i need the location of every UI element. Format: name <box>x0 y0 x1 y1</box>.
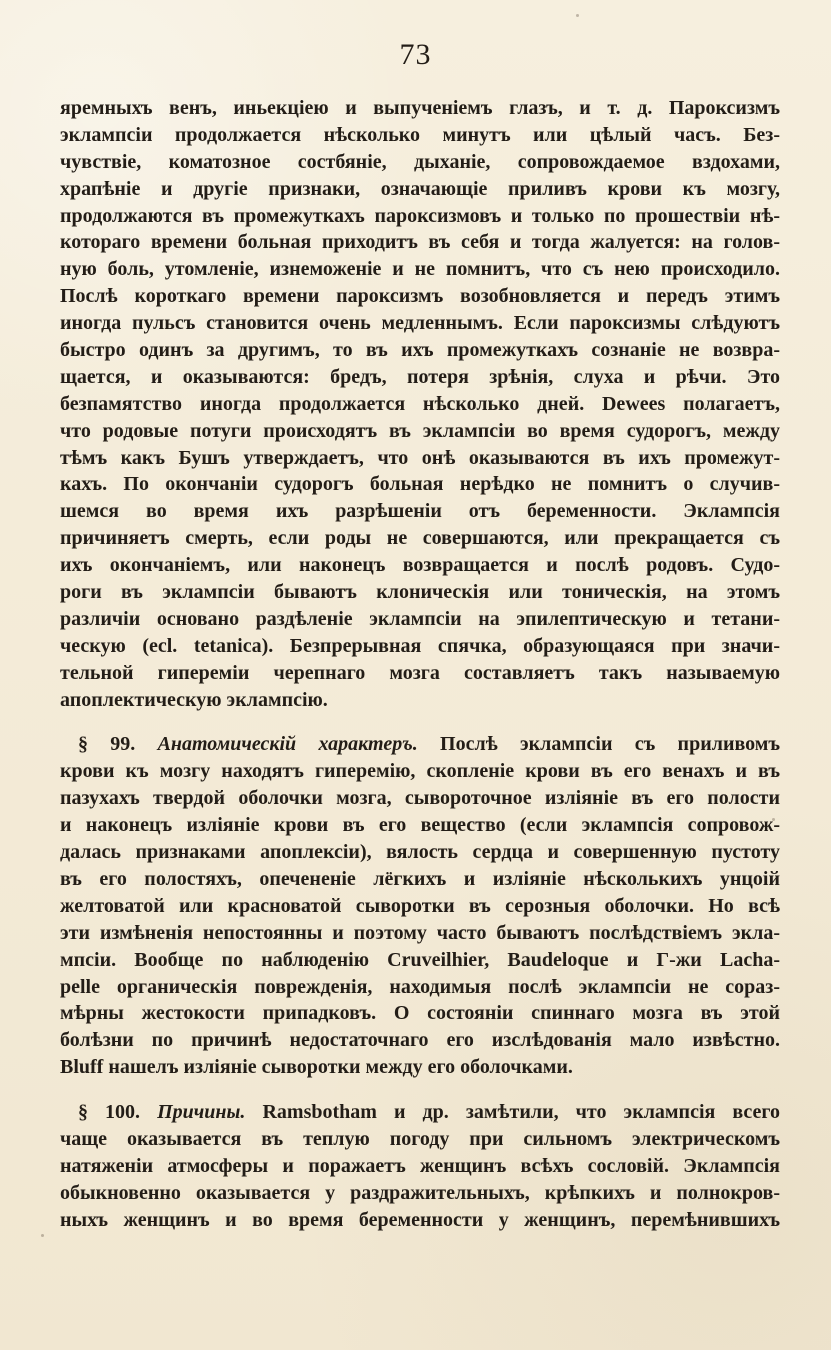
section-100 <box>60 1099 780 1233</box>
section-number: § 100. <box>78 1101 141 1124</box>
text-line: ныхъ женщинъ и во время беременности у женщинъ, перемѣнившихъ <box>60 1208 780 1231</box>
text-line: безпамятство иногда продолжается нѣсколько дней. Dewees полагаетъ, <box>60 392 780 415</box>
text-line: роги въ эклампсіи бываютъ клоническія или тоническія, на этомъ <box>60 581 780 604</box>
text-line: чувствіе, коматозное состбяніе, дыханіе, сопровождаемое вздохами, <box>60 150 780 173</box>
text-line: шемся во время ихъ разрѣшеніи отъ беременности. Эклампсія <box>60 500 780 523</box>
section-heading: Анатомическій характеръ. <box>157 733 418 756</box>
text-line: мпсіи. Вообще по наблюденію Cruveilhier, Baudeloque и Г-жи Lacha- <box>60 948 780 971</box>
section-first-line <box>60 731 780 758</box>
paragraph-gap <box>60 713 780 731</box>
text-line: мѣрны жестокости припадковъ. О состояніи спиннаго мозга въ этой <box>60 1002 780 1025</box>
paper-speck <box>41 1234 44 1237</box>
page-number: 73 <box>399 38 432 71</box>
text-line: обыкновенно оказывается у раздражительныхъ, крѣпкихъ и полнокров- <box>60 1181 780 1204</box>
paper-speck <box>576 14 579 17</box>
text-line: далась признаками апоплексіи), вялость сердца и совершенную пустоту <box>60 841 780 864</box>
section-first-line-text: Ramsbotham и др. замѣтили, что эклампсія всего <box>262 1101 780 1124</box>
text-line: различіи основано раздѣленіе эклампсіи на эпилептическую и тетани- <box>60 607 780 630</box>
main-text <box>60 95 780 1234</box>
text-line: pelle органическія поврежденія, находимыя послѣ эклампсіи не сораз- <box>60 975 780 998</box>
section-first-line <box>60 1099 780 1126</box>
text-line: Послѣ короткаго времени пароксизмъ возобновляется и передъ этимъ <box>60 285 780 308</box>
text-line: апоплектическую эклампсію. <box>60 688 328 711</box>
text-line: пазухахъ твердой оболочки мозга, сывороточное изліяніе въ его полости <box>60 787 780 810</box>
text-line: ную боль, утомленіе, изнеможеніе и не помнитъ, что съ нею происходило. <box>60 258 780 281</box>
text-line: продолжаются въ промежуткахъ пароксизмовъ и только по прошествіи нѣ- <box>60 204 780 227</box>
text-line: эти измѣненія непостоянны и поэтому часто бываютъ послѣдствіемъ экла- <box>60 921 780 944</box>
text-line: болѣзни по причинѣ недостаточнаго его изслѣдованія мало извѣстно. <box>60 1029 780 1052</box>
text-line: натяженіи атмосферы и поражаетъ женщинъ всѣхъ сословій. Эклампсія <box>60 1154 780 1177</box>
paragraph-gap <box>60 1081 780 1099</box>
text-line: желтоватой или красноватой сыворотки въ серозныя оболочки. Но всѣ <box>60 894 780 917</box>
text-line: Bluff нашелъ изліяніе сыворотки между его оболочками. <box>60 1056 573 1079</box>
text-line: котораго времени больная приходитъ въ себя и тогда жалуется: на голов- <box>60 231 780 254</box>
text-line: чаще оказывается въ теплую погоду при сильномъ электрическомъ <box>60 1127 780 1150</box>
text-line: яремныхъ венъ, иньекціею и выпученіемъ глазъ, и т. д. Пароксизмъ <box>60 97 780 119</box>
text-line: кахъ. По окончаніи судорогъ больная нерѣдко не помнитъ о случив- <box>60 473 780 496</box>
text-line: щается, и оказываются: бредъ, потеря зрѣнія, слуха и рѣчи. Это <box>60 365 780 388</box>
text-line: тельной гипереміи черепнаго мозга составляетъ такъ называемую <box>60 661 780 684</box>
text-line: крови къ мозгу находятъ гиперемію, скопленіе крови въ его венахъ и въ <box>60 760 780 783</box>
section-heading: Причины. <box>157 1101 246 1124</box>
text-line: тѣмъ какъ Бушъ утверждаетъ, что онѣ оказываются въ ихъ промежут- <box>60 446 780 469</box>
section-number: § 99. <box>78 733 136 756</box>
text-line: эклампсіи продолжается нѣсколько минутъ или цѣлый часъ. Без- <box>60 123 780 146</box>
text-line: причиняетъ смерть, если роды не совершаются, или прекращается съ <box>60 527 780 550</box>
text-line: въ его полостяхъ, опечененіе лёгкихъ и изліяніе нѣсколькихъ унцоій <box>60 867 780 890</box>
text-line: ихъ окончаніемъ, или наконецъ возвращается и послѣ родовъ. Судо- <box>60 554 780 577</box>
text-line: иногда пульсъ становится очень медленнымъ. Если пароксизмы слѣдуютъ <box>60 312 780 335</box>
text-line: что родовые потуги происходятъ въ эклампсіи во время судорогъ, между <box>60 419 780 442</box>
text-line: быстро одинъ за другимъ, то въ ихъ промежуткахъ сознаніе не возвра- <box>60 339 780 362</box>
text-line: и наконецъ изліяніе крови въ его вещество (если эклампсія сопровож- <box>60 814 780 837</box>
section-first-line-text: Послѣ эклампсіи съ приливомъ <box>440 733 780 756</box>
text-line: храпѣніе и другіе признаки, означающіе приливъ крови къ мозгу, <box>60 177 780 200</box>
paragraph-eclampsia-symptoms <box>60 95 780 713</box>
section-99 <box>60 731 780 1081</box>
text-line: ческую (ecl. tetanica). Безпрерывная спячка, образующаяся при значи- <box>60 634 780 657</box>
